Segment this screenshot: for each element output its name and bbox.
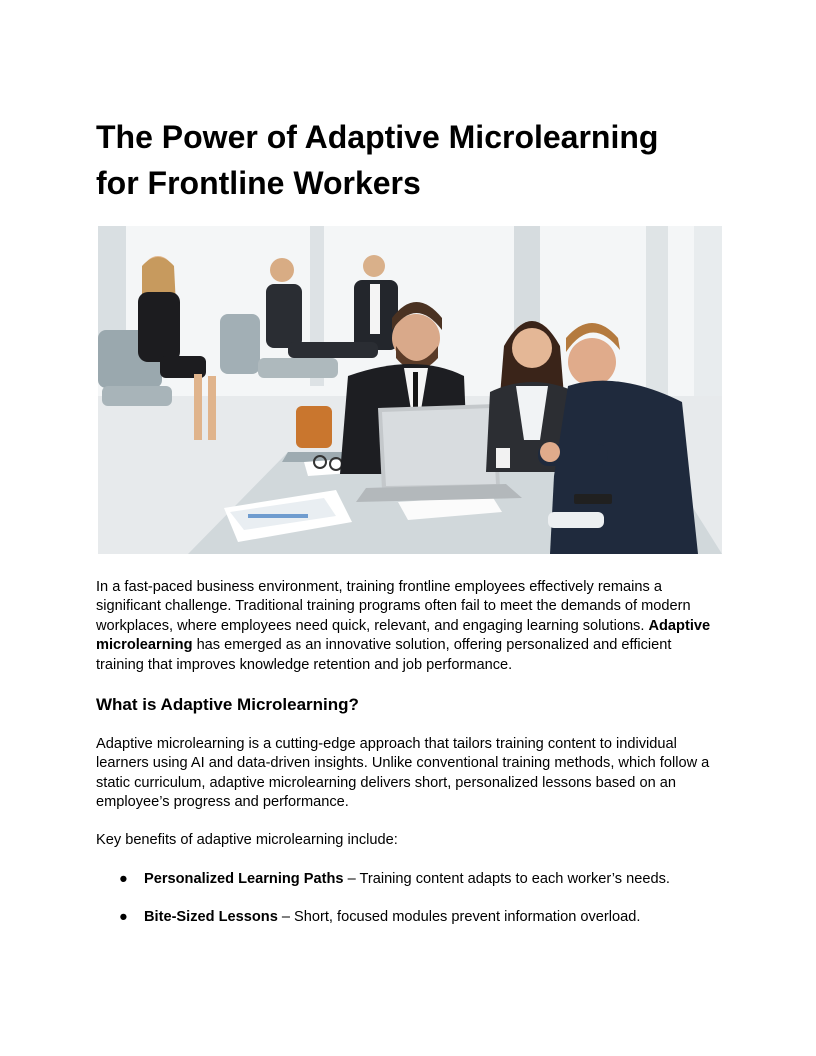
list-item-bold: Personalized Learning Paths <box>144 871 344 887</box>
bullet-icon: ● <box>119 909 128 925</box>
intro-paragraph <box>96 578 722 675</box>
intro-text-start: In a fast-paced business environment, training frontline employees effectively remains a significant challenge. Traditional training programs often fail to meet the demands of modern workplaces, where employees need quick, relevant, and engaging learning solutions. <box>96 579 691 634</box>
section-heading: What is Adaptive Microlearning? <box>96 695 359 714</box>
benefits-list <box>96 870 722 946</box>
list-item-detail: – Short, focused modules prevent information overload. <box>277 909 641 925</box>
document-title <box>96 114 736 206</box>
bullet-icon: ● <box>119 871 128 887</box>
list-item <box>96 908 722 946</box>
list-item-text <box>144 870 670 889</box>
title-line-1: The Power of Adaptive Microlearning <box>96 119 659 155</box>
intro-text-end: has emerged as an innovative solution, offering personalized and efficient training that improves knowledge retention and job performance. <box>96 637 672 673</box>
definition-paragraph: Adaptive microlearning is a cutting-edge approach that tailors training content to individual learners using AI and data-driven insights. Unlike conventional training methods, which follow a static curriculum, adaptive microlearning delivers short, personalized lessons based on an employee’s progress and performance. <box>96 736 710 811</box>
list-item-detail: – Training content adapts to each worker’s needs. <box>343 871 670 887</box>
benefits-intro: Key benefits of adaptive microlearning include: <box>96 832 398 848</box>
list-item <box>96 870 722 908</box>
title-line-2: for Frontline Workers <box>96 165 421 201</box>
hero-photo-business-team <box>98 226 722 554</box>
list-item-bold: Bite-Sized Lessons <box>144 909 278 925</box>
list-item-text <box>144 908 640 927</box>
intro-bold-term: Adaptive microlearning <box>96 617 711 654</box>
